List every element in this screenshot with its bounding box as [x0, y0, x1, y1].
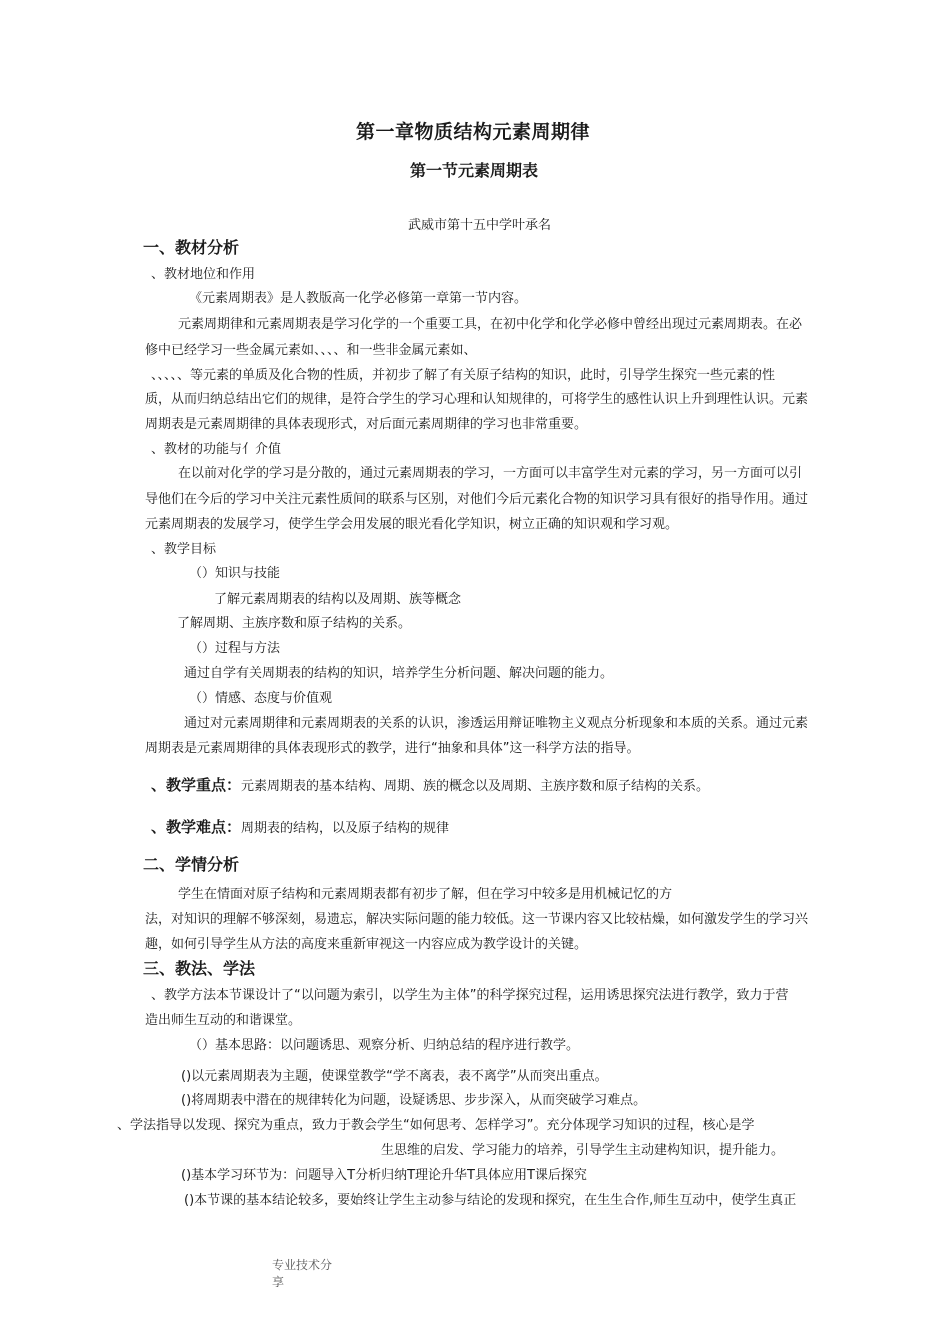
- paragraph-line: 质，从而归纳总结出它们的规律，是符合学生的学习心理和认知规律的，可将学生的感性认识上升到理性认识。元素: [145, 392, 809, 407]
- paragraph-line: 、学法指导以发现、探究为重点，致力于教会学生“如何思考、怎样学习”。充分体现学习知识的过程，核心是学: [117, 1118, 755, 1133]
- paragraph-line: 修中已经学习一些金属元素如、、、、和一些非金属元素如、: [145, 343, 477, 358]
- paragraph-line: ()本节课的基本结论较多，要始终让学生主动参与结论的发现和探究，在生生合作,师生互动中，使学生真正: [184, 1193, 797, 1208]
- paragraph-line: 了解周期、主族序数和原子结构的关系。: [177, 616, 412, 631]
- subheading-function-value: 、教材的功能与亻介值: [151, 442, 282, 457]
- paragraph-line: 造出师生互动的和谐课堂。: [145, 1013, 302, 1028]
- paragraph-line: 学生在情面对原子结构和元素周期表都有初步了解，但在学习中较多是用机械记忆的方: [178, 887, 673, 902]
- paragraph-line: 周期表是元素周期律的具体表现形式的教学，进行“抽象和具体”这一科学方法的指导。: [145, 741, 640, 756]
- difficulty-label: 、教学难点：: [151, 818, 242, 836]
- document-subtitle: 第一节元素周期表: [410, 161, 539, 180]
- paragraph-line: ()基本学习环节为：问题导入T分析归纳T理论升华T具体应用T课后探究: [181, 1168, 587, 1183]
- paragraph-line: ()以元素周期表为主题，使课堂教学“学不离表，表不离学”从而突出重点。: [181, 1069, 608, 1084]
- footer-text-line1: 专业技术分: [272, 1258, 333, 1272]
- section-heading-student-analysis: 二、学情分析: [143, 855, 240, 874]
- goal-label-process: （）过程与方法: [189, 641, 281, 656]
- paragraph-line: 导他们在今后的学习中关注元素性质间的联系与区别，对他们今后元素化合物的知识学习具有很好的指导作用。通过: [145, 492, 809, 507]
- key-point-line: [151, 775, 709, 795]
- section-heading-methods: 三、教法、学法: [143, 959, 256, 978]
- key-point-text: 元素周期表的基本结构、周期、族的概念以及周期、主族序数和原子结构的关系。: [241, 779, 710, 794]
- paragraph-line: （）基本思路：以问题诱思、观察分析、归纳总结的程序进行教学。: [189, 1038, 580, 1053]
- key-point-label: 、教学重点：: [151, 776, 242, 794]
- paragraph-line: 生思维的启发、学习能力的培养，引导学生主动建构知识，提升能力。: [381, 1143, 785, 1158]
- document-title: 第一章物质结构元素周期律: [356, 121, 591, 143]
- paragraph-line: 元素周期律和元素周期表是学习化学的一个重要工具，在初中化学和化学必修中曾经出现过元素周期表。在必: [178, 317, 803, 332]
- section-heading-textbook-analysis: 一、教材分析: [143, 238, 240, 257]
- paragraph-line: 周期表是元素周期律的具体表现形式，对后面元素周期律的学习也非常重要。: [145, 417, 588, 432]
- author-line: 武威市第十五中学叶承名: [408, 218, 552, 233]
- difficulty-text: 周期表的结构，以及原子结构的规律: [241, 821, 450, 836]
- paragraph-line: 通过自学有关周期表的结构的知识，培养学生分析问题、解决问题的能力。: [184, 666, 614, 681]
- subheading-position-role: 、教材地位和作用: [151, 267, 256, 282]
- difficulty-line: [151, 817, 449, 837]
- paragraph-line: 、、、、、等元素的单质及化合物的性质，并初步了解了有关原子结构的知识，此时，引导学生探究一些元素的性: [151, 368, 776, 383]
- subheading-teaching-goals: 、教学目标: [151, 542, 217, 557]
- paragraph-line: 趣，如何引导学生从方法的高度来重新审视这一内容应成为教学设计的关键。: [145, 937, 588, 952]
- paragraph-line: 在以前对化学的学习是分散的，通过元素周期表的学习，一方面可以丰富学生对元素的学习，另一方面可以引: [178, 466, 803, 481]
- goal-label-attitude: （）情感、态度与价值观: [189, 691, 333, 706]
- paragraph-line: 了解元素周期表的结构以及周期、族等概念: [214, 592, 462, 607]
- paragraph-line: 、教学方法本节课设计了“以问题为索引，以学生为主体”的科学探究过程，运用诱思探究法进行教学，致力于营: [151, 988, 789, 1003]
- paragraph-line: 法，对知识的理解不够深刻，易遗忘，解决实际问题的能力较低。这一节课内容又比较枯燥，如何激发学生的学习兴: [145, 912, 809, 927]
- footer-text-line2: 享: [272, 1275, 285, 1289]
- paragraph-line: 《元素周期表》是人教版高一化学必修第一章第一节内容。: [189, 291, 528, 306]
- goal-label-knowledge: （）知识与技能: [189, 566, 281, 581]
- paragraph-line: 通过对元素周期律和元素周期表的关系的认识，渗透运用辩证唯物主义观点分析现象和本质的关系。通过元素: [184, 716, 809, 731]
- paragraph-line: ()将周期表中潜在的规律转化为问题，设疑诱思、步步深入，从而突破学习难点。: [181, 1093, 647, 1108]
- paragraph-line: 元素周期表的发展学习，使学生学会用发展的眼光看化学知识，树立正确的知识观和学习观。: [145, 517, 679, 532]
